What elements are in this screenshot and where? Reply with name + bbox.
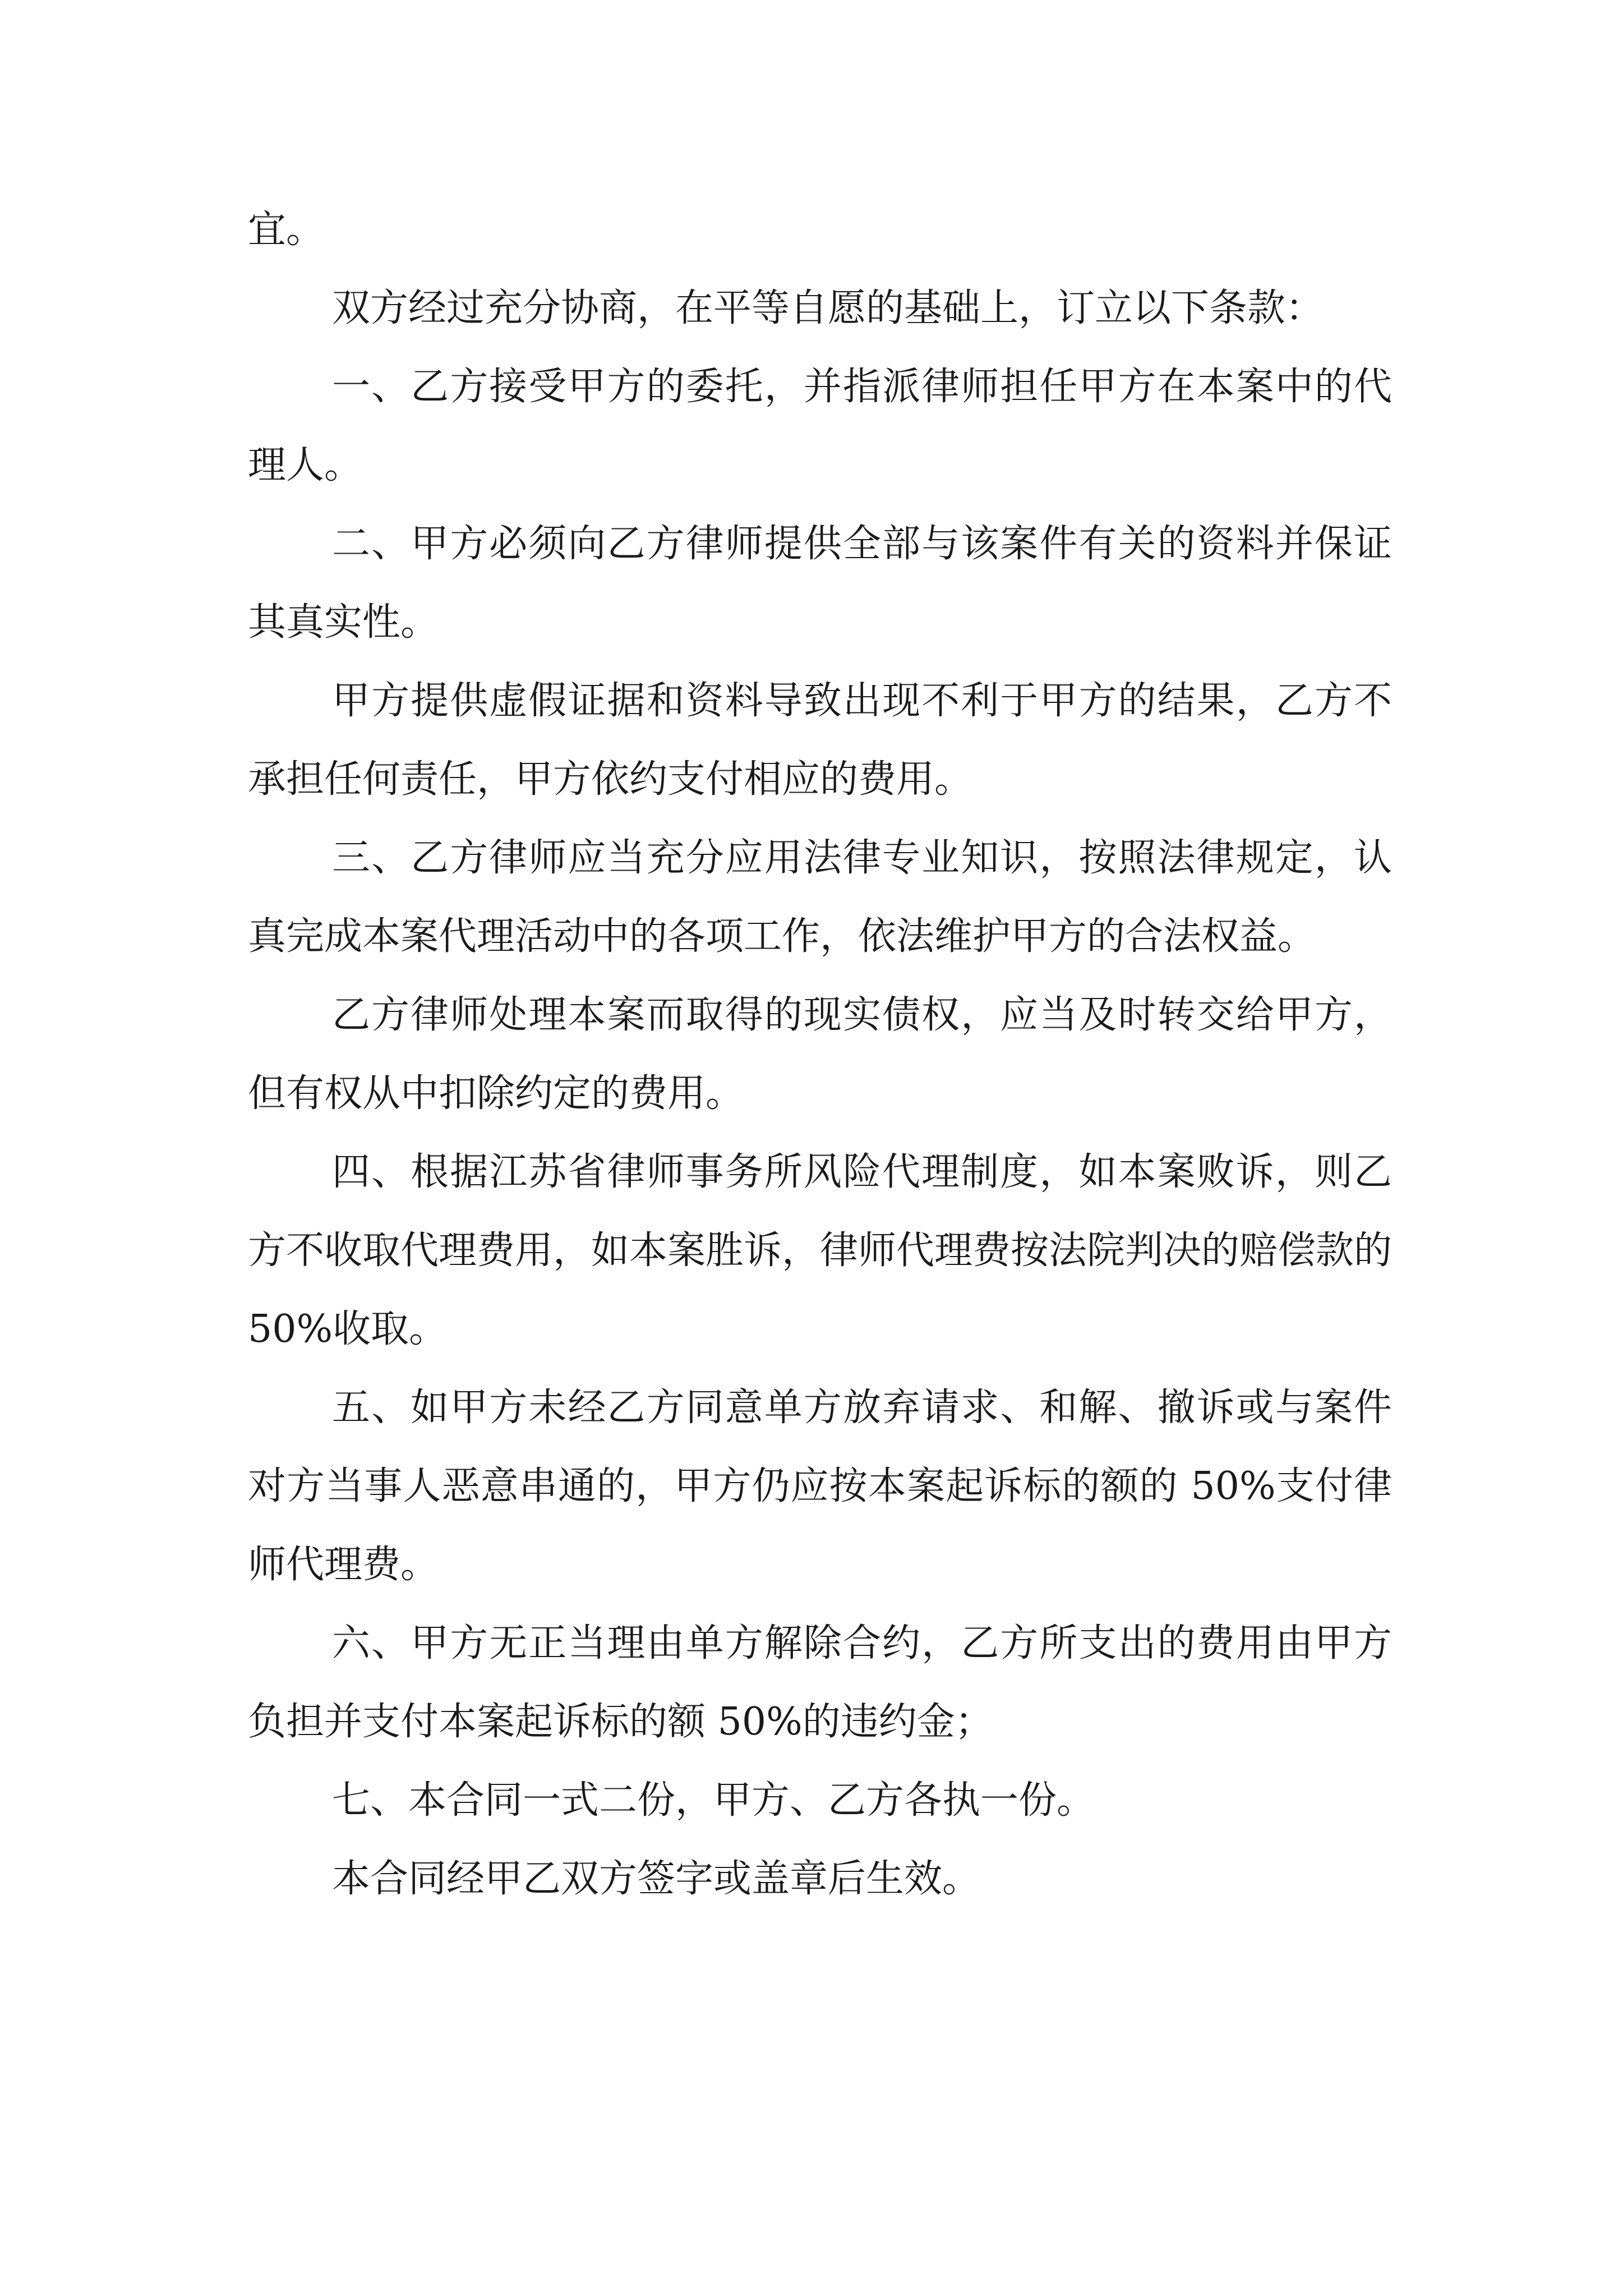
paragraph-clause-6: 六、甲方无正当理由单方解除合约，乙方所支出的费用由甲方负担并支付本案起诉标的额 50%的违约金；	[248, 1621, 1392, 1744]
paragraph-clause-4: 四、根据江苏省律师事务所风险代理制度，如本案败诉，则乙方不收取代理费用，如本案胜诉，律师代理费按法院判决的赔偿款的 50%收取。	[248, 1150, 1393, 1351]
paragraph-clause-7: 七、本合同一式二份，甲方、乙方各执一份。	[332, 1778, 1095, 1823]
paragraph-clause-3: 三、乙方律师应当充分应用法律专业知识，按照法律规定，认真完成本案代理活动中的各项工作，依法维护甲方的合法权益。	[248, 836, 1392, 959]
paragraph-effective: 本合同经甲乙双方签字或盖章后生效。	[332, 1857, 981, 1901]
paragraph-clause-3-note: 乙方律师处理本案而取得的现实债权，应当及时转交给甲方，但有权从中扣除约定的费用。	[248, 993, 1392, 1116]
paragraph-continuation: 宜。	[248, 208, 325, 252]
paragraph-preamble: 双方经过充分协商，在平等自愿的基础上，订立以下条款：	[332, 286, 1324, 330]
document-body	[248, 191, 1392, 1918]
paragraph-clause-5: 五、如甲方未经乙方同意单方放弃请求、和解、撤诉或与案件对方当事人恶意串通的，甲方仍应按本案起诉标的额的 50%支付律师代理费。	[248, 1386, 1392, 1587]
paragraph-clause-1: 一、乙方接受甲方的委托，并指派律师担任甲方在本案中的代理人。	[248, 365, 1392, 487]
paragraph-clause-2: 二、甲方必须向乙方律师提供全部与该案件有关的资料并保证其真实性。	[248, 522, 1392, 645]
paragraph-clause-2-note: 甲方提供虚假证据和资料导致出现不利于甲方的结果，乙方不承担任何责任，甲方依约支付相应的费用。	[248, 679, 1392, 802]
